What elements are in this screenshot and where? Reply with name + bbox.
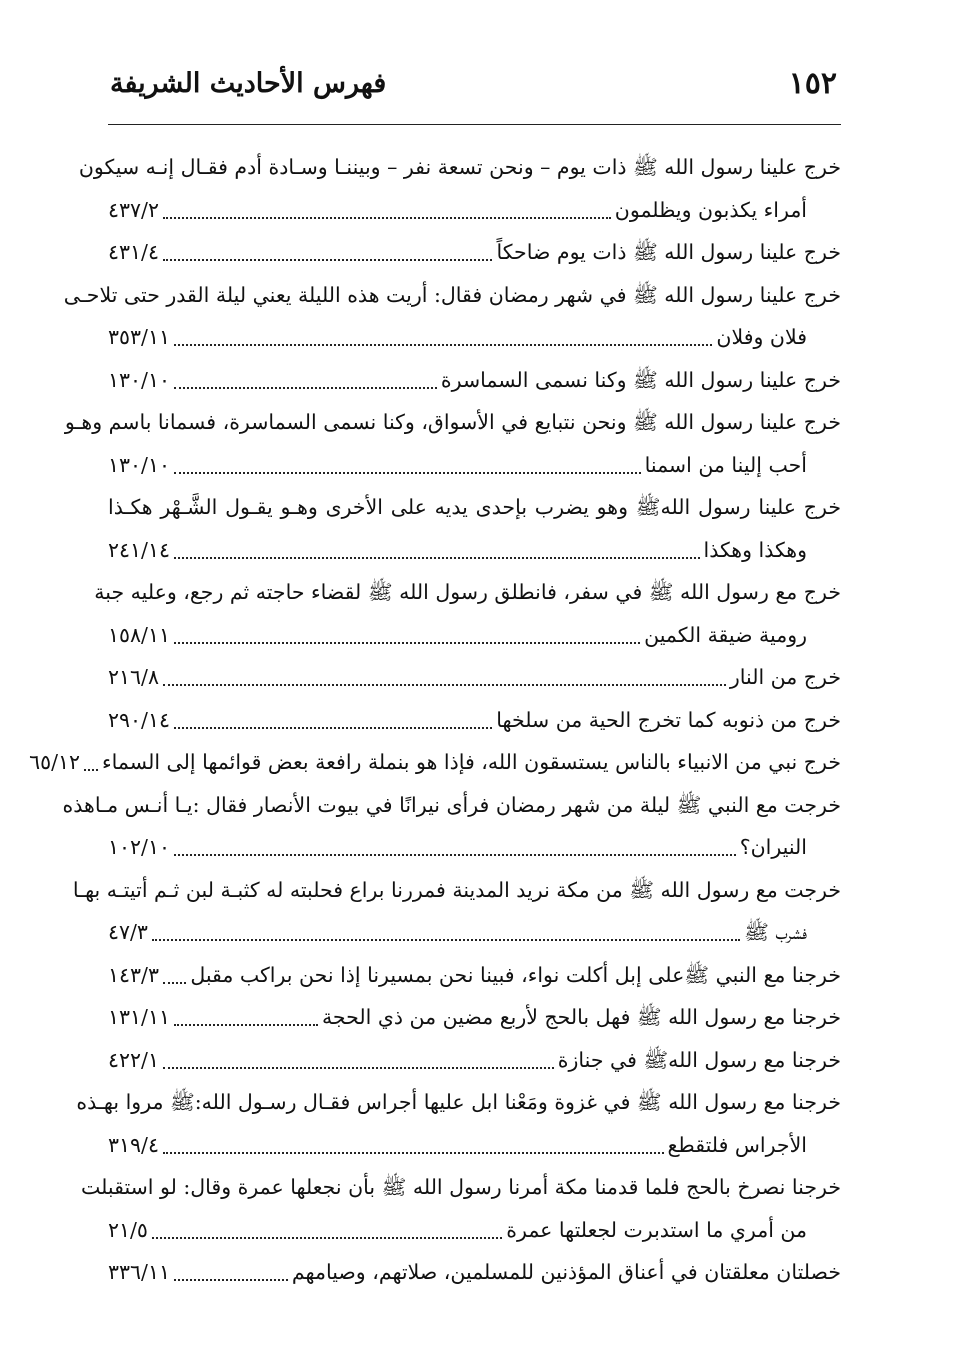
index-entry [63, 274, 841, 359]
volume-page-reference: ٣٥٣/١١ [108, 325, 170, 349]
hadith-text: خرج علينا رسول الله ﷺ ونحن نتبايع في الأسواق، وكنا نسمى السماسرة، فسمانا باسم وهـو [64, 410, 841, 434]
index-entry [108, 996, 841, 1039]
volume-page-reference: ٢١/٥ [108, 1217, 148, 1242]
index-entry [108, 1039, 841, 1082]
dot-leader [174, 1279, 288, 1281]
entry-line [64, 401, 841, 444]
volume-page-reference: ٤٣٧/٢ [108, 197, 159, 222]
entry-continuation-line [108, 529, 841, 572]
volume-page-reference: ٤٣١/٤ [108, 240, 159, 264]
hadith-text: خرجت مع النبي ﷺ ليلة من شهر رمضان فرأى نيرانًا في بيوت الأنصار فقال :يـا أنـس مـاهذه [62, 792, 841, 817]
index-entry [80, 1166, 841, 1251]
index-entry [108, 1251, 841, 1294]
volume-page-reference: ٢١٦/٨ [108, 665, 159, 689]
index-entry [94, 571, 841, 656]
entry-line [78, 146, 841, 189]
index-entry [78, 146, 841, 231]
index-entry [108, 656, 841, 699]
entry-line [108, 359, 841, 402]
entry-line [80, 1166, 841, 1209]
volume-page-reference: ١٠٢/١٠ [108, 835, 170, 859]
running-title: فهرس الأحاديث الشريفة [110, 68, 387, 99]
hadith-text: من أمري ما استدبرت لجعلتها عمرة [506, 1217, 807, 1242]
dot-leader [174, 472, 641, 474]
dot-leader [174, 854, 736, 856]
hadith-text: خرجت مع رسول الله ﷺ من مكة نريد المدينة فمررنا براع فحلبته له كثبـة لبن ثـم أتيتـه بهـا [72, 877, 841, 902]
volume-page-reference: ٤٢٢/١ [108, 1047, 159, 1072]
hadith-text: خرجنا مع رسول اللهﷺ في جنازة [557, 1047, 841, 1072]
dot-leader [174, 387, 437, 389]
entry-continuation-line [108, 1209, 841, 1252]
entry-line [62, 784, 841, 827]
entry-line [108, 1039, 841, 1082]
volume-page-reference: ٦٥/١٢ [29, 750, 81, 774]
dot-leader [174, 557, 700, 559]
hadith-text: خرج نبي من الانبياء بالناس يستسقون الله، فإذا هو بنملة رافعة بعض قوائمها إلى السماء [102, 750, 841, 774]
index-entry [108, 359, 841, 402]
dot-leader [163, 684, 726, 686]
entry-line [108, 231, 841, 274]
dot-leader [163, 982, 186, 984]
entry-continuation-line [108, 1124, 841, 1167]
entry-line [29, 741, 841, 784]
hadith-text: أمراء يكذبون ويظلمون [614, 197, 807, 222]
hadith-text: خرجنا مع رسول الله ﷺ فهل بالحج لأربع مضين من ذي الحجة [321, 1005, 841, 1029]
entry-continuation-line [108, 316, 841, 359]
hadith-text: خرج مع رسول الله ﷺ في سفر، فانطلق رسول الله ﷺ لقضاء حاجته ثم رجع، وعليه جبة [94, 580, 841, 604]
hadith-text: وهكذا وهكذا [703, 537, 807, 562]
volume-page-reference: ١٥٨/١١ [108, 622, 170, 647]
volume-page-reference: ٣٣٦/١١ [108, 1260, 170, 1284]
hadith-index-list [29, 146, 841, 1294]
hadith-text: خرج علينا رسول الله ﷺ ذات يوم – ونحن تسعة نفر – وبيننـا وسـادة أدم فقـال إنـه سيكون [78, 155, 841, 179]
dot-leader [152, 1237, 502, 1239]
entry-continuation-line [108, 189, 841, 232]
index-entry [108, 231, 841, 274]
hadith-text: فشرب ﷺ [744, 920, 807, 944]
entry-continuation-line [108, 826, 841, 869]
dot-leader [174, 1024, 318, 1026]
hadith-text: الأجراس فلتقطع [667, 1132, 807, 1157]
hadith-text: رومية ضيقة الكمين [644, 622, 807, 647]
index-entry [108, 486, 841, 571]
index-entry [108, 954, 841, 997]
hadith-text: أحب إلينا من اسمنا [644, 452, 807, 477]
hadith-text: خرج علينا رسول اللهﷺ وهو يضرب بإحدى يديه على الأخرى وهـو يقـول الشَّـهْر هكـذا [108, 495, 841, 519]
hadith-text: خرج من النار [729, 665, 841, 689]
volume-page-reference: ١٣٠/١٠ [108, 367, 170, 392]
dot-leader [174, 642, 640, 644]
entry-continuation-line [108, 614, 841, 657]
hadith-text: النيران؟ [739, 835, 807, 859]
index-entry [72, 869, 841, 954]
entry-line [108, 486, 841, 529]
dot-leader [174, 727, 492, 729]
entry-line [108, 996, 841, 1039]
volume-page-reference: ٣١٩/٤ [108, 1132, 159, 1157]
dot-leader [84, 769, 98, 771]
volume-page-reference: ١٤٣/٣ [108, 962, 159, 987]
hadith-text: فلان وفلان [716, 325, 807, 349]
index-entry [108, 699, 841, 742]
dot-leader [163, 259, 493, 261]
dot-leader [152, 939, 740, 941]
entry-line [76, 1081, 841, 1124]
hadith-text: خرجنا نصرخ بالحج فلما قدمنا مكة أمرنا رسول الله ﷺ بأن نجعلها عمرة وقال: لو استقبلت [80, 1175, 841, 1199]
dot-leader [163, 1067, 554, 1069]
hadith-text: خصلتان معلقتان في أعناق المؤذنين للمسلمين، صلاتهم، وصيامهم [291, 1260, 841, 1284]
hadith-text: خرج علينا رسول الله ﷺ في شهر رمضان فقال: أريت هذه الليلة يعني ليلة القدر حتى تلاحـى [63, 282, 841, 307]
volume-page-reference: ١٣٠/١٠ [108, 452, 170, 477]
index-entry [62, 784, 841, 869]
entry-line [108, 699, 841, 742]
hadith-text: خرجنا مع النبي ﷺعلى إبل أكلت نواء، فبينا نحن بمسيرنا إذا نحن براكب مقبل [190, 962, 841, 987]
entry-continuation-line [108, 444, 841, 487]
volume-page-reference: ٢٩٠/١٤ [108, 707, 170, 732]
hadith-text: خرج من ذنوبه كما تخرج الحية من سلخها [496, 707, 841, 732]
header-divider [108, 124, 841, 125]
hadith-text: خرجنا مع رسول الله ﷺ في غزوة ومَعْنا ابل عليها أجراس فقـال رسـول الله:ﷺ مروا بهـذه [76, 1090, 841, 1114]
entry-line [63, 274, 841, 317]
index-entry [76, 1081, 841, 1166]
entry-line [94, 571, 841, 614]
volume-page-reference: ١٣١/١١ [108, 1005, 170, 1029]
hadith-text: خرج علينا رسول الله ﷺ ذات يوم ضاحكاً [496, 240, 841, 264]
index-entry [29, 741, 841, 784]
hadith-text: خرج علينا رسول الله ﷺ وكنا نسمى السماسرة [440, 367, 841, 392]
entry-continuation-line [108, 911, 841, 954]
volume-page-reference: ٢٤١/١٤ [108, 537, 170, 562]
dot-leader [163, 1152, 664, 1154]
dot-leader [174, 344, 712, 346]
volume-page-reference: ٤٧/٣ [108, 920, 148, 944]
page-number: ١٥٢ [788, 66, 837, 101]
entry-line [72, 869, 841, 912]
dot-leader [163, 217, 611, 219]
entry-line [108, 954, 841, 997]
entry-line [108, 656, 841, 699]
index-entry [64, 401, 841, 486]
page-header [0, 0, 955, 130]
entry-line [108, 1251, 841, 1294]
